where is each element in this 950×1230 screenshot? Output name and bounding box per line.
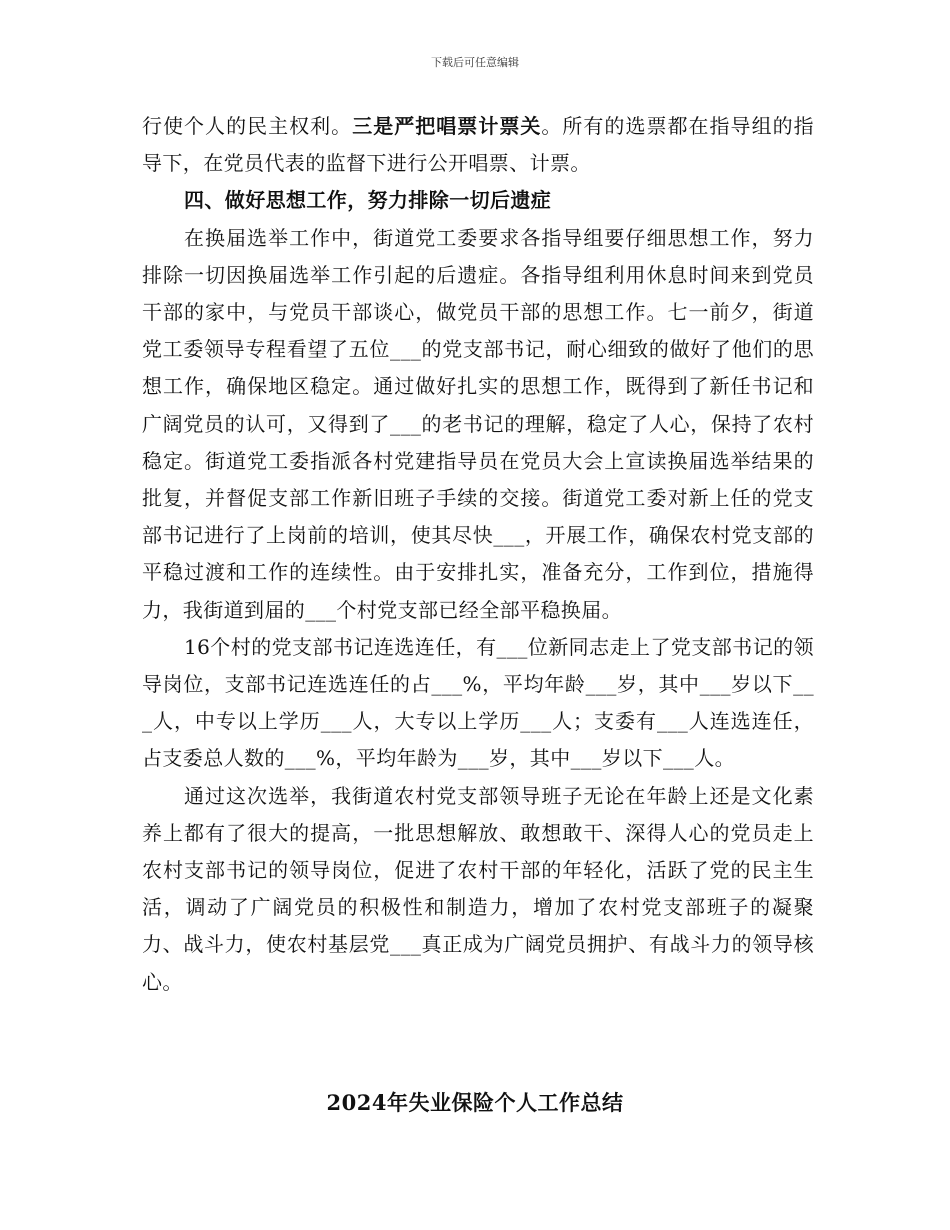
paragraph-summary: 通过这次选举，我街道农村党支部领导班子无论在年龄上还是文化素养上都有了很大的提高，一批思想解放、敢想敢干、深得人心的党员走上农村支部书记的领导岗位，促进了农村干部的年轻化，活跃了党的民主生活，调动了广阔党员的积极性和制造力，增加了农村党支部班子的凝聚力、战斗力，使农村基层党___真正成为广阔党员拥护、有战斗力的领导核心。 (142, 783, 814, 994)
paragraph-thought-work: 在换届选举工作中，街道党工委要求各指导组要仔细思想工作，努力排除一切因换届选举工作引起的后遗症。各指导组利用休息时间来到党员干部的家中，与党员干部谈心，做党员干部的思想工作。七一前夕，街道党工委领导专程看望了五位___的党支部书记，耐心细致的做好了他们的思想工作，确保地区稳定。通过做好扎实的思想工作，既得到了新任书记和广阔党员的认可，又得到了___的老书记的理解，稳定了人心，保持了农村稳定。街道党工委指派各村党建指导员在党员大会上宣读换届选举结果的批复，并督促支部工作新旧班子手续的交接。街道党工委对新上任的党支部书记进行了上岗前的培训，使其尽快___，开展工作，确保农村党支部的平稳过渡和工作的连续性。由于安排扎实，准备充分，工作到位，措施得力，我街道到届的___个村党支部已经全部平稳换届。 (142, 225, 814, 622)
paragraph-statistics: 16个村的党支部书记连选连任，有___位新同志走上了党支部书记的领导岗位，支部书记连选连任的占___%，平均年龄___岁，其中___岁以下___人，中专以上学历___人，大专以上学历___人；支委有___人连选连任，占支委总人数的___%，平均年龄为___岁，其中___岁以下___人。 (142, 634, 814, 771)
document-body (142, 108, 814, 1001)
p1-text-start: 行使个人的民主权利。 (142, 114, 353, 138)
p1-bold-phrase: 三是严把唱票计票关 (352, 114, 542, 138)
next-document-title: 2024年失业保险个人工作总结 (326, 1090, 624, 1115)
paragraph-continued (142, 108, 814, 182)
section-heading-4: 四、做好思想工作，努力排除一切后遗症 (184, 188, 552, 213)
p1-text-end: 。所有的选票都在指导组的指导下，在党员代表的监督下进行公开唱票、计票。 (142, 114, 815, 176)
page-header-note: 下载后可任意编辑 (431, 56, 519, 69)
